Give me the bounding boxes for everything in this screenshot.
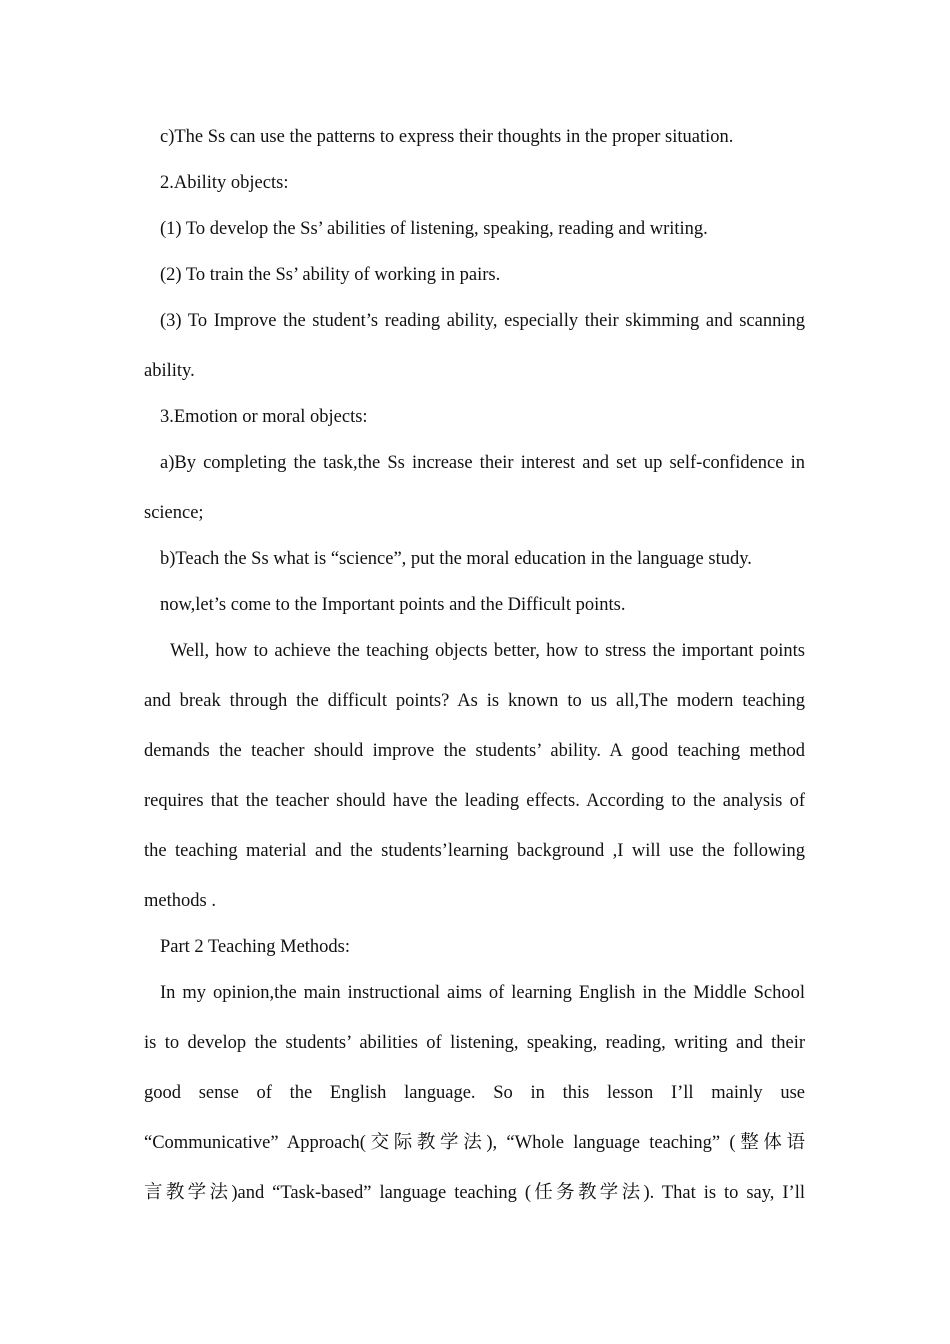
text-line: ability. [144, 361, 195, 381]
section-heading-part2: Part 2 Teaching Methods: [160, 937, 351, 957]
text-line: requires that the teacher should have the leading effects. According to the analysis of [144, 791, 805, 811]
text-line: c)The Ss can use the patterns to express their thoughts in the proper situation. [160, 127, 734, 147]
text-line: (3) To Improve the student’s reading ability, especially their skimming and scanning [160, 311, 805, 331]
text-line: good sense of the English language. So in this lesson I’ll mainly use [144, 1083, 805, 1103]
text-line: methods . [144, 891, 216, 911]
text-line: (1) To develop the Ss’ abilities of listening, speaking, reading and writing. [160, 219, 708, 239]
text-line: (2) To train the Ss’ ability of working in pairs. [160, 265, 501, 285]
text-line: the teaching material and the students’learning background ,I will use the following [144, 841, 805, 861]
text-line: Well, how to achieve the teaching objects better, how to stress the important points [170, 641, 805, 661]
text-line: b)Teach the Ss what is “science”, put the moral education in the language study. [160, 549, 752, 569]
text-line: is to develop the students’ abilities of listening, speaking, reading, writing and their [144, 1033, 805, 1053]
text-line: 言教学法)and “Task-based” language teaching (任务教学法). That is to say, I’ll [144, 1183, 805, 1203]
text-line: a)By completing the task,the Ss increase their interest and set up self-confidence in [160, 453, 805, 473]
section-heading-emotion: 3.Emotion or moral objects: [160, 407, 368, 427]
text-line: now,let’s come to the Important points and the Difficult points. [160, 595, 626, 615]
text-line: “Communicative” Approach(交际教学法), “Whole language teaching” (整体语 [144, 1133, 805, 1153]
text-line: demands the teacher should improve the students’ ability. A good teaching method [144, 741, 805, 761]
text-line: and break through the difficult points? As is known to us all,The modern teaching [144, 691, 805, 711]
text-line: science; [144, 503, 204, 523]
section-heading-ability: 2.Ability objects: [160, 173, 289, 193]
text-line: In my opinion,the main instructional aims of learning English in the Middle School [160, 983, 805, 1003]
